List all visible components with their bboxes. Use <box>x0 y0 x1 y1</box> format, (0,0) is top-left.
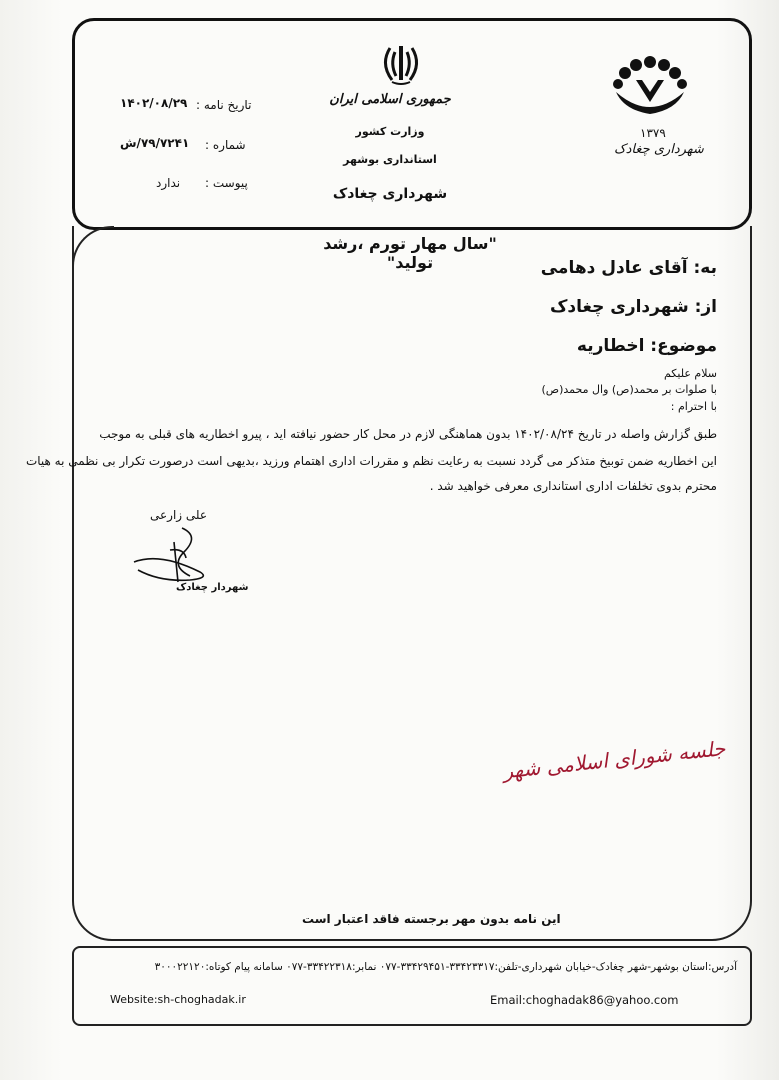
year-motto: "سال مهار تورم ،رشد تولید" <box>323 234 497 272</box>
municipality-logo-icon <box>606 52 694 122</box>
date-value: ۱۴۰۲/۰۸/۲۹ <box>120 96 188 110</box>
footer-email[interactable]: Email:choghadak86@yahoo.com <box>490 993 679 1007</box>
footer-address: آدرس:استان بوشهر-شهر چغادک-خیابان شهرداری-تلفن:۳۳۴۲۳۳۱۷-۳۳۴۲۹۴۵۱-۰۷۷ نمابر:۳۳۴۲۲۳۱۸-۰۷۷ سامانه پیام کوتاه:۳۰۰۰۲۲۱۲۰ <box>154 961 737 973</box>
signer-title: شهردار چغادک <box>176 582 249 593</box>
footer-frame <box>72 946 752 1026</box>
municipality-title: شهرداری چغادک <box>332 186 448 202</box>
greeting-respect: با احترام : <box>670 400 717 413</box>
footer-website[interactable]: Website:sh-choghadak.ir <box>110 993 246 1006</box>
greeting-salam: سلام علیکم <box>663 367 717 380</box>
subject: موضوع: اخطاریه <box>576 336 717 356</box>
governorate-title: استانداری بوشهر <box>343 153 437 166</box>
greeting-salavat: با صلوات بر محمد(ص) وال محمد(ص) <box>541 383 717 396</box>
sender: از: شهرداری چغادک <box>549 297 717 317</box>
ministry-title: وزارت کشور <box>355 125 425 138</box>
attachment-label: پیوست : <box>205 176 248 190</box>
republic-title: جمهوری اسلامی ایران <box>329 92 451 107</box>
signer-name: علی زارعی <box>150 508 208 522</box>
validity-note: این نامه بدون مهر برجسته فاقد اعتبار است <box>302 912 561 926</box>
recipient: به: آقای عادل دهامی <box>540 258 717 278</box>
body-line-2: این اخطاریه ضمن توبیخ متذکر می گردد نسبت به رعایت نظم و مقررات اداری اهتمام ورزید ،بدیهی است درصورت تکرار بی نظمی به هیات <box>25 454 717 468</box>
body-line-3: محترم بدوی تخلفات اداری استانداری معرفی خواهید شد . <box>429 479 717 493</box>
logo-year: ۱۳۷۹ <box>640 126 666 140</box>
logo-caption: شهرداری چغادک <box>614 142 704 157</box>
body-line-1: طبق گزارش واصله در تاریخ ۱۴۰۲/۰۸/۲۴ بدون هماهنگی لازم در محل کار حضور نیافته اید ، پیرو اخطاریه های قبلی به موجب <box>99 427 717 441</box>
number-value: ۷۹/۷۲۴۱/ش <box>120 136 190 150</box>
date-label: تاریخ نامه : <box>196 98 252 112</box>
handwritten-council-note: جلسه شورای اسلامی شهر <box>501 736 727 784</box>
iran-emblem-icon <box>378 42 424 86</box>
number-label: شماره : <box>205 138 246 152</box>
attachment-value: ندارد <box>156 176 181 190</box>
